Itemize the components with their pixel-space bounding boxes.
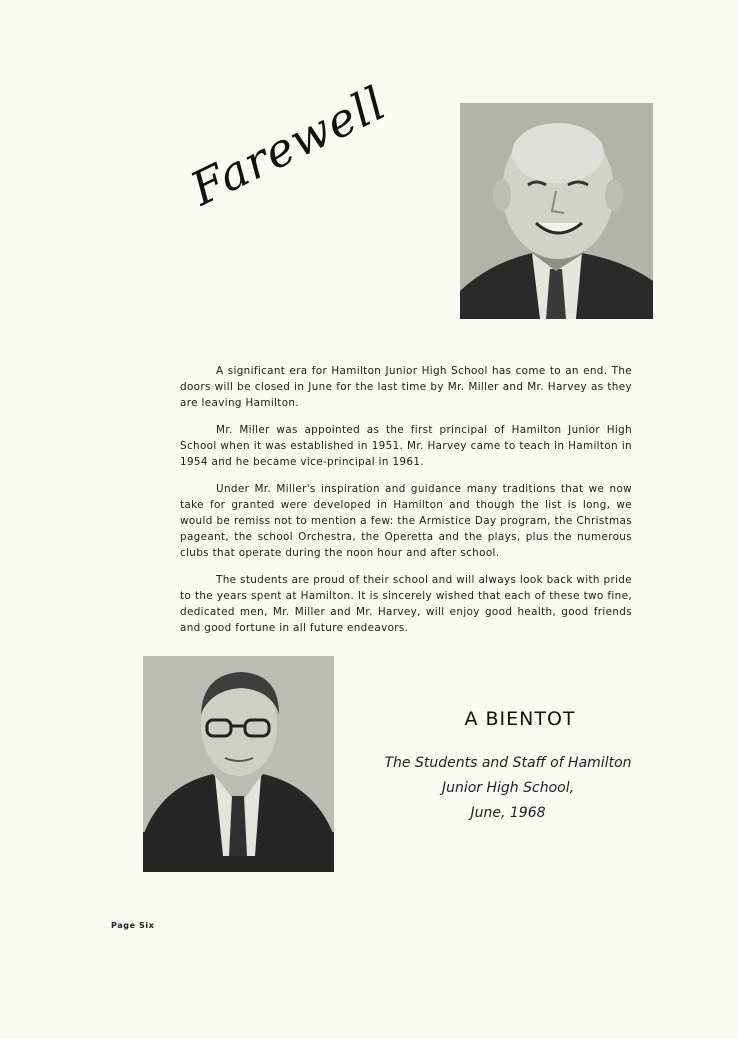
signature-line: Junior High School, — [441, 780, 575, 796]
portrait-man-glasses-image — [143, 656, 334, 872]
closing-title: A BIENTOT — [464, 708, 576, 730]
farewell-heading: Farewell — [182, 75, 395, 216]
paragraph: The students are proud of their school and will always look back with pride to the years spent at Hamilton. It is sincerely wished that each of these two fine, dedicated men, Mr. Miller and Mr. Harvey, will enjoy good health, good friends and good fortune in all future endeavors. — [180, 574, 632, 634]
page-number: Page Six — [111, 921, 155, 930]
portrait-photo-bottom — [143, 656, 334, 872]
paragraph: Mr. Miller was appointed as the first principal of Hamilton Junior High School when it was established in 1951. Mr. Harvey came to teach in Hamilton in 1954 and he became vice-principal in 1961. — [180, 424, 632, 468]
portrait-man-smiling-image — [460, 103, 653, 319]
closing-signature — [370, 751, 646, 826]
signature-line: The Students and Staff of Hamilton — [384, 755, 632, 771]
paragraph: A significant era for Hamilton Junior High School has come to an end. The doors will be closed in June for the last time by Mr. Miller and Mr. Harvey as they are leaving Hamilton. — [180, 365, 632, 409]
paragraph: Under Mr. Miller's inspiration and guidance many traditions that we now take for granted were developed in Hamilton and though the list is long, we would be remiss not to mention a few: the Armistice Day program, the Christmas pageant, the school Orchestra, the Operetta and the plays, plus the numerous clubs that operate during the noon hour and after school. — [180, 483, 632, 559]
signature-line: June, 1968 — [470, 805, 546, 821]
farewell-body-text — [180, 363, 632, 647]
portrait-photo-top — [460, 103, 653, 319]
